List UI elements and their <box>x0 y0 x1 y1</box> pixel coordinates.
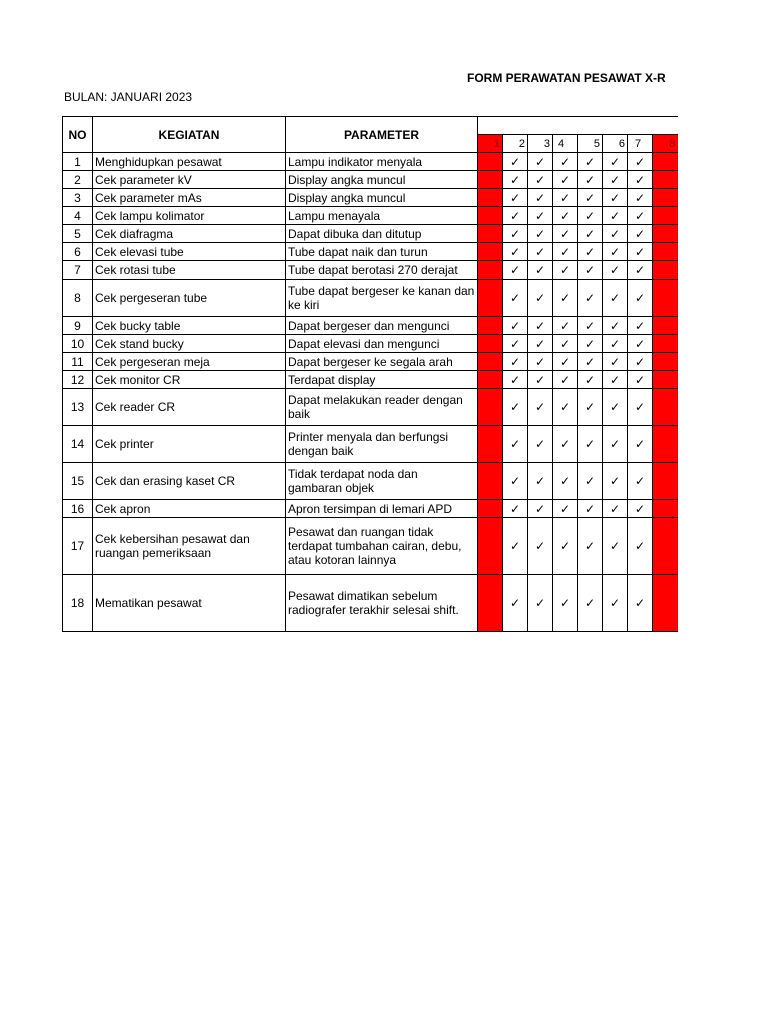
check-mark: ✓ <box>603 353 628 371</box>
check-mark: ✓ <box>578 207 603 225</box>
row-kegiatan: Cek diafragma <box>93 225 286 243</box>
check-mark: ✓ <box>528 353 553 371</box>
weekend-cell <box>653 500 678 518</box>
check-mark: ✓ <box>603 426 628 463</box>
check-mark: ✓ <box>628 225 653 243</box>
row-number: 12 <box>63 371 93 389</box>
row-number: 10 <box>63 335 93 353</box>
check-mark: ✓ <box>503 426 528 463</box>
check-mark: ✓ <box>528 500 553 518</box>
row-number: 8 <box>63 280 93 317</box>
table-row <box>63 463 678 500</box>
row-number: 14 <box>63 426 93 463</box>
check-mark: ✓ <box>503 317 528 335</box>
check-mark: ✓ <box>528 389 553 426</box>
check-mark: ✓ <box>553 207 578 225</box>
check-mark: ✓ <box>503 335 528 353</box>
day-header-8: 8 <box>653 135 678 153</box>
check-mark: ✓ <box>553 189 578 207</box>
weekend-cell <box>653 389 678 426</box>
table-row <box>63 575 678 632</box>
check-mark: ✓ <box>578 243 603 261</box>
row-parameter: Apron tersimpan di lemari APD <box>286 500 478 518</box>
check-mark: ✓ <box>603 261 628 280</box>
row-kegiatan: Cek pergeseran tube <box>93 280 286 317</box>
weekend-cell <box>478 261 503 280</box>
row-number: 18 <box>63 575 93 632</box>
table-row <box>63 335 678 353</box>
check-mark: ✓ <box>628 371 653 389</box>
table-body <box>63 153 678 632</box>
check-mark: ✓ <box>578 353 603 371</box>
check-mark: ✓ <box>528 153 553 171</box>
check-mark: ✓ <box>528 171 553 189</box>
row-kegiatan: Cek pergeseran meja <box>93 353 286 371</box>
row-kegiatan: Cek elevasi tube <box>93 243 286 261</box>
day-header-3: 3 <box>528 135 553 153</box>
check-mark: ✓ <box>603 153 628 171</box>
col-header-kegiatan: KEGIATAN <box>93 117 286 153</box>
check-mark: ✓ <box>503 389 528 426</box>
check-mark: ✓ <box>603 280 628 317</box>
check-mark: ✓ <box>503 371 528 389</box>
check-mark: ✓ <box>503 225 528 243</box>
weekend-cell <box>478 171 503 189</box>
row-number: 13 <box>63 389 93 426</box>
check-mark: ✓ <box>628 518 653 575</box>
day-header-5: 5 <box>578 135 603 153</box>
weekend-cell <box>478 207 503 225</box>
day-header-6: 6 <box>603 135 628 153</box>
row-kegiatan: Cek dan erasing kaset CR <box>93 463 286 500</box>
form-title: FORM PERAWATAN PESAWAT X-R <box>467 71 666 85</box>
check-mark: ✓ <box>528 575 553 632</box>
weekend-cell <box>653 207 678 225</box>
check-mark: ✓ <box>628 171 653 189</box>
row-kegiatan: Cek printer <box>93 426 286 463</box>
check-mark: ✓ <box>503 518 528 575</box>
weekend-cell <box>478 353 503 371</box>
weekend-cell <box>478 500 503 518</box>
check-mark: ✓ <box>603 389 628 426</box>
col-header-parameter: PARAMETER <box>286 117 478 153</box>
check-mark: ✓ <box>578 189 603 207</box>
table-row <box>63 317 678 335</box>
weekend-cell <box>653 189 678 207</box>
row-parameter: Terdapat display <box>286 371 478 389</box>
weekend-cell <box>478 243 503 261</box>
check-mark: ✓ <box>503 575 528 632</box>
check-mark: ✓ <box>628 463 653 500</box>
weekend-cell <box>653 426 678 463</box>
row-parameter: Dapat bergeser dan mengunci <box>286 317 478 335</box>
check-mark: ✓ <box>503 153 528 171</box>
row-kegiatan: Cek stand bucky <box>93 335 286 353</box>
check-mark: ✓ <box>628 426 653 463</box>
check-mark: ✓ <box>553 171 578 189</box>
check-mark: ✓ <box>603 317 628 335</box>
table-row <box>63 353 678 371</box>
day-header-1: 1 <box>478 135 503 153</box>
weekend-cell <box>653 575 678 632</box>
check-mark: ✓ <box>503 353 528 371</box>
weekend-cell <box>653 518 678 575</box>
table-row <box>63 518 678 575</box>
row-kegiatan: Cek kebersihan pesawat dan ruangan pemeriksaan <box>93 518 286 575</box>
check-mark: ✓ <box>578 261 603 280</box>
row-number: 4 <box>63 207 93 225</box>
row-number: 11 <box>63 353 93 371</box>
check-mark: ✓ <box>628 389 653 426</box>
month-label: BULAN: JANUARI 2023 <box>64 90 193 104</box>
check-mark: ✓ <box>603 575 628 632</box>
table-row <box>63 371 678 389</box>
weekend-cell <box>653 353 678 371</box>
check-mark: ✓ <box>578 426 603 463</box>
weekend-cell <box>478 371 503 389</box>
check-mark: ✓ <box>553 389 578 426</box>
check-mark: ✓ <box>603 189 628 207</box>
check-mark: ✓ <box>553 500 578 518</box>
check-mark: ✓ <box>528 280 553 317</box>
row-parameter: Dapat bergeser ke segala arah <box>286 353 478 371</box>
check-mark: ✓ <box>628 153 653 171</box>
row-number: 3 <box>63 189 93 207</box>
check-mark: ✓ <box>553 243 578 261</box>
row-kegiatan: Menghidupkan pesawat <box>93 153 286 171</box>
row-parameter: Dapat dibuka dan ditutup <box>286 225 478 243</box>
row-parameter: Dapat elevasi dan mengunci <box>286 335 478 353</box>
weekend-cell <box>653 371 678 389</box>
check-mark: ✓ <box>503 261 528 280</box>
col-header-no: NO <box>63 117 93 153</box>
weekend-cell <box>653 261 678 280</box>
row-number: 2 <box>63 171 93 189</box>
check-mark: ✓ <box>553 335 578 353</box>
check-mark: ✓ <box>603 225 628 243</box>
check-mark: ✓ <box>553 280 578 317</box>
row-parameter: Lampu menayala <box>286 207 478 225</box>
check-mark: ✓ <box>578 463 603 500</box>
day-header-4: 4 <box>553 135 578 153</box>
weekend-cell <box>653 463 678 500</box>
maintenance-table <box>62 116 678 632</box>
check-mark: ✓ <box>628 500 653 518</box>
check-mark: ✓ <box>528 371 553 389</box>
check-mark: ✓ <box>553 153 578 171</box>
check-mark: ✓ <box>628 261 653 280</box>
check-mark: ✓ <box>603 500 628 518</box>
check-mark: ✓ <box>553 353 578 371</box>
check-mark: ✓ <box>553 261 578 280</box>
row-kegiatan: Cek bucky table <box>93 317 286 335</box>
row-number: 1 <box>63 153 93 171</box>
weekend-cell <box>478 463 503 500</box>
weekend-cell <box>478 317 503 335</box>
check-mark: ✓ <box>528 426 553 463</box>
check-mark: ✓ <box>603 335 628 353</box>
table-row <box>63 225 678 243</box>
check-mark: ✓ <box>503 189 528 207</box>
check-mark: ✓ <box>503 280 528 317</box>
check-mark: ✓ <box>528 243 553 261</box>
row-parameter: Display angka muncul <box>286 189 478 207</box>
row-parameter: Dapat melakukan reader dengan baik <box>286 389 478 426</box>
check-mark: ✓ <box>528 317 553 335</box>
check-mark: ✓ <box>628 353 653 371</box>
day-header-2: 2 <box>503 135 528 153</box>
check-mark: ✓ <box>578 575 603 632</box>
check-mark: ✓ <box>553 463 578 500</box>
row-kegiatan: Cek apron <box>93 500 286 518</box>
row-number: 5 <box>63 225 93 243</box>
weekend-cell <box>653 243 678 261</box>
table-row <box>63 189 678 207</box>
row-number: 16 <box>63 500 93 518</box>
check-mark: ✓ <box>528 189 553 207</box>
check-mark: ✓ <box>628 243 653 261</box>
row-kegiatan: Mematikan pesawat <box>93 575 286 632</box>
check-mark: ✓ <box>603 463 628 500</box>
check-mark: ✓ <box>628 335 653 353</box>
weekend-cell <box>478 189 503 207</box>
check-mark: ✓ <box>578 153 603 171</box>
row-number: 15 <box>63 463 93 500</box>
weekend-cell <box>478 153 503 171</box>
row-number: 9 <box>63 317 93 335</box>
check-mark: ✓ <box>553 225 578 243</box>
row-kegiatan: Cek monitor CR <box>93 371 286 389</box>
check-mark: ✓ <box>578 335 603 353</box>
check-mark: ✓ <box>553 371 578 389</box>
check-mark: ✓ <box>578 225 603 243</box>
table-row <box>63 153 678 171</box>
check-mark: ✓ <box>628 575 653 632</box>
weekend-cell <box>653 335 678 353</box>
check-mark: ✓ <box>553 518 578 575</box>
check-mark: ✓ <box>503 463 528 500</box>
table-row <box>63 426 678 463</box>
check-mark: ✓ <box>628 280 653 317</box>
weekend-cell <box>653 171 678 189</box>
row-kegiatan: Cek reader CR <box>93 389 286 426</box>
row-kegiatan: Cek parameter mAs <box>93 189 286 207</box>
check-mark: ✓ <box>528 261 553 280</box>
table-row <box>63 280 678 317</box>
check-mark: ✓ <box>503 207 528 225</box>
check-mark: ✓ <box>528 207 553 225</box>
weekend-cell <box>653 280 678 317</box>
check-mark: ✓ <box>578 389 603 426</box>
row-parameter: Pesawat dan ruangan tidak terdapat tumbahan cairan, debu, atau kotoran lainnya <box>286 518 478 575</box>
row-parameter: Tidak terdapat noda dan gambaran objek <box>286 463 478 500</box>
table-row <box>63 389 678 426</box>
check-mark: ✓ <box>553 426 578 463</box>
check-mark: ✓ <box>628 317 653 335</box>
row-number: 17 <box>63 518 93 575</box>
table-row <box>63 171 678 189</box>
weekend-cell <box>478 225 503 243</box>
check-mark: ✓ <box>528 518 553 575</box>
table-row <box>63 500 678 518</box>
row-parameter: Tube dapat berotasi 270 derajat <box>286 261 478 280</box>
check-mark: ✓ <box>603 243 628 261</box>
weekend-cell <box>653 153 678 171</box>
check-mark: ✓ <box>603 207 628 225</box>
row-kegiatan: Cek parameter kV <box>93 171 286 189</box>
row-kegiatan: Cek lampu kolimator <box>93 207 286 225</box>
weekend-cell <box>478 518 503 575</box>
row-number: 7 <box>63 261 93 280</box>
table-row <box>63 243 678 261</box>
row-parameter: Printer menyala dan berfungsi dengan baik <box>286 426 478 463</box>
weekend-cell <box>478 389 503 426</box>
check-mark: ✓ <box>528 225 553 243</box>
row-parameter: Tube dapat bergeser ke kanan dan ke kiri <box>286 280 478 317</box>
row-parameter: Pesawat dimatikan sebelum radiografer terakhir selesai shift. <box>286 575 478 632</box>
row-parameter: Display angka muncul <box>286 171 478 189</box>
weekend-cell <box>478 335 503 353</box>
check-mark: ✓ <box>553 575 578 632</box>
row-number: 6 <box>63 243 93 261</box>
weekend-cell <box>478 426 503 463</box>
row-kegiatan: Cek rotasi tube <box>93 261 286 280</box>
check-mark: ✓ <box>603 371 628 389</box>
check-mark: ✓ <box>603 518 628 575</box>
check-mark: ✓ <box>603 171 628 189</box>
weekend-cell <box>653 317 678 335</box>
days-header-blank <box>478 117 678 135</box>
weekend-cell <box>653 225 678 243</box>
table-row <box>63 261 678 280</box>
weekend-cell <box>478 575 503 632</box>
weekend-cell <box>478 280 503 317</box>
row-parameter: Tube dapat naik dan turun <box>286 243 478 261</box>
table-row <box>63 207 678 225</box>
check-mark: ✓ <box>628 189 653 207</box>
check-mark: ✓ <box>578 280 603 317</box>
check-mark: ✓ <box>503 500 528 518</box>
check-mark: ✓ <box>628 207 653 225</box>
check-mark: ✓ <box>578 518 603 575</box>
check-mark: ✓ <box>578 317 603 335</box>
check-mark: ✓ <box>528 463 553 500</box>
check-mark: ✓ <box>578 500 603 518</box>
check-mark: ✓ <box>503 243 528 261</box>
check-mark: ✓ <box>578 371 603 389</box>
check-mark: ✓ <box>553 317 578 335</box>
check-mark: ✓ <box>503 171 528 189</box>
check-mark: ✓ <box>578 171 603 189</box>
row-parameter: Lampu indikator menyala <box>286 153 478 171</box>
day-header-7: 7 <box>628 135 653 153</box>
check-mark: ✓ <box>528 335 553 353</box>
